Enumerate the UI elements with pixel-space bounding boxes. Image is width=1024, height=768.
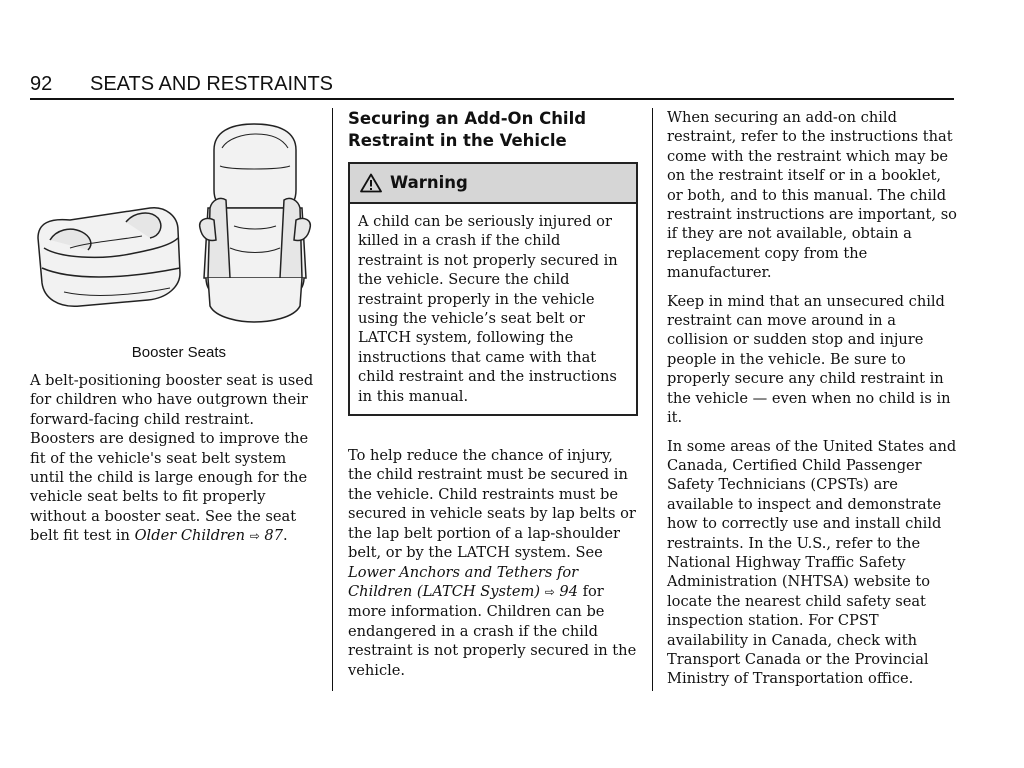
backless-booster-icon [38,208,180,307]
latch-link[interactable]: Lower Anchors and Tethers for Children (LATCH System) [348,563,579,600]
page-number: 92 [30,73,53,95]
sentence-end: . [283,527,288,545]
section-title: SEATS AND RESTRAINTS [90,73,334,95]
page-ref-94[interactable]: 94 [559,582,578,600]
left-column [30,108,318,547]
right-column [667,108,957,698]
securing-text: To help reduce the chance of injury, the child restraint must be secured in the vehicle. Child restraints must be secured in vehicle seats by lap belts or the lap belt portion of a lap-shoulder belt, or by the LATCH system. See [348,447,636,562]
securing-text-end: for more information. Children can be endangered in a crash if the child restraint is not properly secured in the vehicle. [348,582,637,679]
older-children-link[interactable]: Older Children [134,527,246,545]
cpst-paragraph: In some areas of the United States and Canada, Certified Child Passenger Safety Technicians (CPSTs) are available to inspect and demonstrate how to correctly use and install child restraints. In the U.S., refer to the National Highway Traffic Safety Administration (NHTSA) website to locate the nearest child safety seat inspection station. For CPST availability in Canada, check with Transport Canada or the Provincial Ministry of Transportation office. [667,437,957,688]
page-header [30,72,954,100]
page-ref-87[interactable]: 87 [264,527,283,545]
warning-triangle-icon [360,173,382,193]
page-ref-arrow-icon: ⇨ [249,529,260,544]
warning-title: Warning [390,173,468,193]
instructions-paragraph: When securing an add-on child restraint, refer to the instructions that come with the restraint which may be on the restraint itself or in a booklet, or both, and to this manual. The child restraint instructions are important, so if they are not available, obtain a replacement copy from the manufacturer. [667,109,957,282]
booster-seats-illustration [30,108,318,343]
warning-body: A child can be seriously injured or killed in a crash if the child restraint is not properly secured in the vehicle. Secure the child restraint properly in the vehicle using the vehicle’s seat belt or LATCH system, following the instructions that came with that child restraint and the instructions in this manual. [358,213,618,405]
figure-caption: Booster Seats [131,344,226,361]
booster-paragraph [30,371,318,547]
column-divider [332,108,333,691]
section-heading: Securing an Add-On Child Restraint in the Vehicle [348,109,587,150]
page-ref-arrow-icon: ⇨ [544,584,555,599]
warning-box [348,162,638,416]
securing-paragraph [348,446,638,680]
middle-column [348,108,638,680]
high-back-booster-icon [200,124,311,322]
unsecured-paragraph: Keep in mind that an unsecured child restraint can move around in a collision or sudden stop and injure people in the vehicle. Be sure to properly secure any child restraint in the vehicle — even when no child is in it. [667,292,951,427]
warning-header [350,164,636,204]
booster-seats-figure [30,108,318,343]
column-divider [652,108,653,691]
booster-text: A belt-positioning booster seat is used for children who have outgrown their forward-facing child restraint. Boosters are designed to improve the fit of the vehicle's seat belt system until the child is large enough for the vehicle seat belts to fit properly without a booster seat. See the seat belt fit test in [30,372,314,545]
